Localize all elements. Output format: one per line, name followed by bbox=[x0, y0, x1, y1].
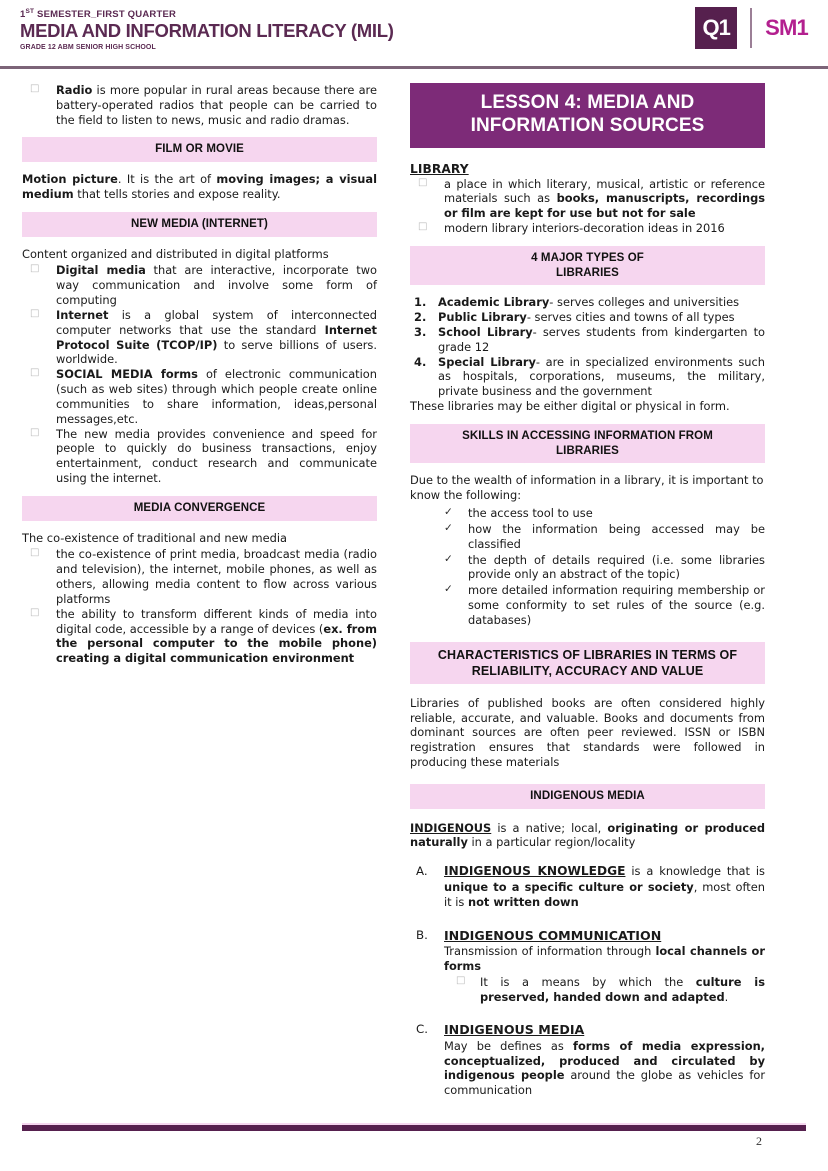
list-item bbox=[22, 547, 377, 606]
grade-level-subtitle: GRADE 12 ABM SENIOR HIGH SCHOOL bbox=[20, 43, 156, 51]
item-bold: Special Library bbox=[438, 354, 536, 369]
film-b2: moving images; a visual medium bbox=[22, 172, 378, 202]
list-item: ✓ the depth of details required (i.e. some libraries provide only an abstract of the topic) bbox=[410, 553, 765, 583]
semester-eyebrow bbox=[20, 8, 808, 20]
indigenous-media-item bbox=[410, 1022, 765, 1098]
new-media-list bbox=[22, 263, 377, 485]
film-t1: . It is the art of bbox=[117, 172, 217, 187]
characteristics-paragraph: Libraries of published books are often considered highly reliable, accurate, and valuable. Books and documents from dominant sources are often peer reviewed. ISSN or ISBN registration ensures that standards were followed in producing these materials bbox=[410, 695, 765, 769]
badge-divider bbox=[750, 8, 752, 48]
left-column bbox=[22, 83, 377, 1098]
item-b2: local channels or forms bbox=[444, 944, 766, 973]
library-types-footnote: These libraries may be either digital or physical in form. bbox=[410, 399, 730, 414]
item-marker: B. bbox=[416, 927, 428, 942]
item-text: - serves colleges and universities bbox=[549, 295, 740, 310]
item-bold: Public Library bbox=[438, 310, 527, 325]
item-bold: School Library bbox=[438, 325, 533, 339]
list-item bbox=[22, 83, 377, 127]
skills-lead: Due to the wealth of information in a library, it is important to know the following: bbox=[410, 473, 764, 503]
item-bold: books, manuscripts, recordings or film are kept for use but not for sale bbox=[444, 191, 766, 221]
item-text: The new media provides convenience and speed for people to quickly do business transactions, enjoy entertainment, conduct research and communicate using the internet. bbox=[56, 426, 377, 485]
quarter-badge: Q1 bbox=[695, 7, 737, 49]
list-item: ✓ more detailed information requiring membership or some conformity to set rules of the source (e.g. databases) bbox=[410, 583, 765, 627]
item-text: a place in which literary, musical, artistic or reference materials such as bbox=[444, 176, 765, 206]
content-columns bbox=[0, 69, 828, 1098]
eyebrow-rest: SEMESTER_FIRST QUARTER bbox=[34, 9, 177, 21]
section-bar-skills bbox=[410, 424, 765, 463]
item-bold: Internet bbox=[56, 307, 109, 322]
film-paragraph bbox=[22, 172, 377, 202]
list-item bbox=[22, 263, 377, 307]
types-bar-line-2: LIBRARIES bbox=[556, 266, 619, 279]
list-item bbox=[22, 607, 377, 666]
item-bold: Academic Library bbox=[438, 295, 550, 310]
item-text: that are interactive, incorporate two way communication and involve some form of computing bbox=[56, 263, 377, 308]
film-t2: that tells stories and expose reality. bbox=[73, 187, 281, 202]
lesson-banner-line-1: LESSON 4: MEDIA AND bbox=[480, 92, 695, 113]
convergence-list bbox=[22, 547, 377, 666]
item-b2: unique to a specific culture or society bbox=[444, 880, 694, 895]
skills-list bbox=[410, 506, 765, 628]
list-item bbox=[410, 221, 765, 236]
right-column bbox=[410, 83, 765, 1098]
item-b2: forms of media expression, conceptualized, produced and circulated by indigenous people bbox=[444, 1038, 766, 1083]
types-bar-line-1: 4 MAJOR TYPES OF bbox=[531, 251, 644, 264]
item-text: - are in specialized environments such as hospitals, corporations, museums, the military, private business and the government bbox=[438, 354, 765, 399]
list-item: ✓ the access tool to use bbox=[410, 506, 765, 521]
item-heading: INDIGENOUS MEDIA bbox=[444, 1022, 585, 1038]
film-b1: Motion picture bbox=[22, 172, 118, 187]
indigenous-t2: in a particular region/locality bbox=[467, 835, 636, 850]
section-bar-new-media: NEW MEDIA (INTERNET) bbox=[22, 212, 377, 237]
eyebrow-prefix: 1 bbox=[20, 9, 26, 21]
section-bar-library-types bbox=[410, 246, 765, 285]
communication-sub-list bbox=[444, 975, 765, 1005]
library-list bbox=[410, 177, 765, 236]
item-heading: INDIGENOUS COMMUNICATION bbox=[444, 927, 662, 943]
indigenous-communication-item bbox=[410, 928, 765, 1005]
list-item bbox=[410, 177, 765, 221]
skills-bar-line-2: LIBRARIES bbox=[556, 444, 619, 457]
item-text: of electronic communication (such as web sites) through which people create online communities to share information, ideas,personal messages,etc. bbox=[56, 367, 377, 426]
eyebrow-superscript: ST bbox=[25, 8, 35, 15]
item-bold: SOCIAL MEDIA forms bbox=[56, 367, 198, 382]
item-text-2: to serve billions of users. worldwide. bbox=[56, 337, 377, 367]
footer-thick-rule bbox=[22, 1125, 806, 1131]
item-text: is a global system of interconnected computer networks that use the standard bbox=[56, 307, 377, 337]
list-item: ✓ how the information being accessed may be classified bbox=[410, 522, 765, 552]
skills-bar-line-1: SKILLS IN ACCESSING INFORMATION FROM bbox=[462, 429, 713, 442]
module-label: SM1 bbox=[765, 15, 808, 40]
indigenous-definition bbox=[410, 821, 765, 851]
item-t1: is a knowledge that is bbox=[625, 864, 765, 879]
item-body bbox=[444, 1039, 765, 1098]
item-bold-2: Internet Protocol Suite (TCOP/IP) bbox=[56, 322, 377, 352]
item-t2: , most often it is bbox=[444, 880, 765, 909]
library-heading: LIBRARY bbox=[410, 161, 469, 176]
item-text: - serves cities and towns of all types bbox=[526, 310, 735, 325]
section-bar-media-convergence: MEDIA CONVERGENCE bbox=[22, 496, 377, 521]
convergence-lead: The co-existence of traditional and new media bbox=[22, 530, 287, 545]
indigenous-knowledge-item bbox=[410, 864, 765, 910]
item-t1: May be defines as bbox=[444, 1038, 573, 1053]
header-badges bbox=[695, 6, 808, 50]
indigenous-term: INDIGENOUS bbox=[410, 820, 492, 835]
radio-text: is more popular in rural areas because there are battery-operated radios that people can be carried to the field to listen to news, music and radio dramas. bbox=[56, 83, 377, 127]
item-marker: A. bbox=[416, 864, 428, 879]
characteristics-bar-line-2: RELIABILITY, ACCURACY AND VALUE bbox=[471, 663, 704, 678]
item-text: modern library interiors-decoration ideas in 2016 bbox=[444, 221, 725, 236]
page-footer bbox=[0, 1123, 828, 1149]
item-text: the ability to transform different kinds of media into digital code, accessible by a range of devices ( bbox=[56, 606, 377, 636]
characteristics-bar-line-1: CHARACTERISTICS OF LIBRARIES IN TERMS OF bbox=[437, 647, 738, 662]
indigenous-b2: originating or produced naturally bbox=[410, 820, 765, 850]
page-header bbox=[0, 0, 828, 58]
item-text: the co-existence of print media, broadcast media (radio and television), the internet, mobile phones, as well as others, allowing media content to flow across various platforms bbox=[56, 547, 377, 606]
item-t2: around the globe as vehicles for communication bbox=[444, 1068, 765, 1098]
section-bar-film: FILM OR MOVIE bbox=[22, 137, 377, 162]
page-number: 2 bbox=[756, 1134, 762, 1148]
sub-t2: . bbox=[724, 989, 729, 1004]
indigenous-t1: is a native; local, bbox=[491, 820, 608, 835]
radio-bullet-list bbox=[22, 83, 377, 127]
section-bar-indigenous-media: INDIGENOUS MEDIA bbox=[410, 784, 765, 809]
item-bold: Digital media bbox=[56, 263, 146, 278]
radio-bold: Radio bbox=[56, 83, 93, 97]
library-types-list bbox=[410, 295, 765, 399]
list-item bbox=[22, 427, 377, 486]
list-item bbox=[410, 325, 765, 355]
section-bar-characteristics bbox=[410, 642, 765, 684]
new-media-lead: Content organized and distributed in digital platforms bbox=[22, 246, 329, 261]
item-heading: INDIGENOUS KNOWLEDGE bbox=[444, 864, 626, 879]
item-t1: Transmission of information through bbox=[444, 944, 656, 959]
list-item bbox=[410, 295, 765, 310]
lesson-banner bbox=[410, 83, 765, 148]
item-body bbox=[444, 944, 765, 974]
item-text: - serves students from kindergarten to grade 12 bbox=[438, 325, 765, 354]
list-item bbox=[410, 310, 765, 325]
list-item bbox=[22, 308, 377, 367]
sub-t1: It is a means by which the bbox=[480, 974, 696, 989]
list-item bbox=[444, 975, 765, 1005]
item-marker: C. bbox=[416, 1022, 428, 1037]
item-b3: not written down bbox=[467, 894, 579, 909]
list-item bbox=[410, 355, 765, 399]
header-titles bbox=[20, 8, 808, 51]
list-item bbox=[22, 367, 377, 426]
item-bold: ex. from the personal computer to the mobile phone) creating a digital communication environment bbox=[56, 621, 377, 666]
page-title: MEDIA AND INFORMATION LITERACY (MIL) bbox=[20, 20, 394, 42]
sub-b2: culture is preserved, handed down and adapted bbox=[480, 974, 765, 1004]
lesson-banner-line-2: INFORMATION SOURCES bbox=[470, 114, 705, 136]
